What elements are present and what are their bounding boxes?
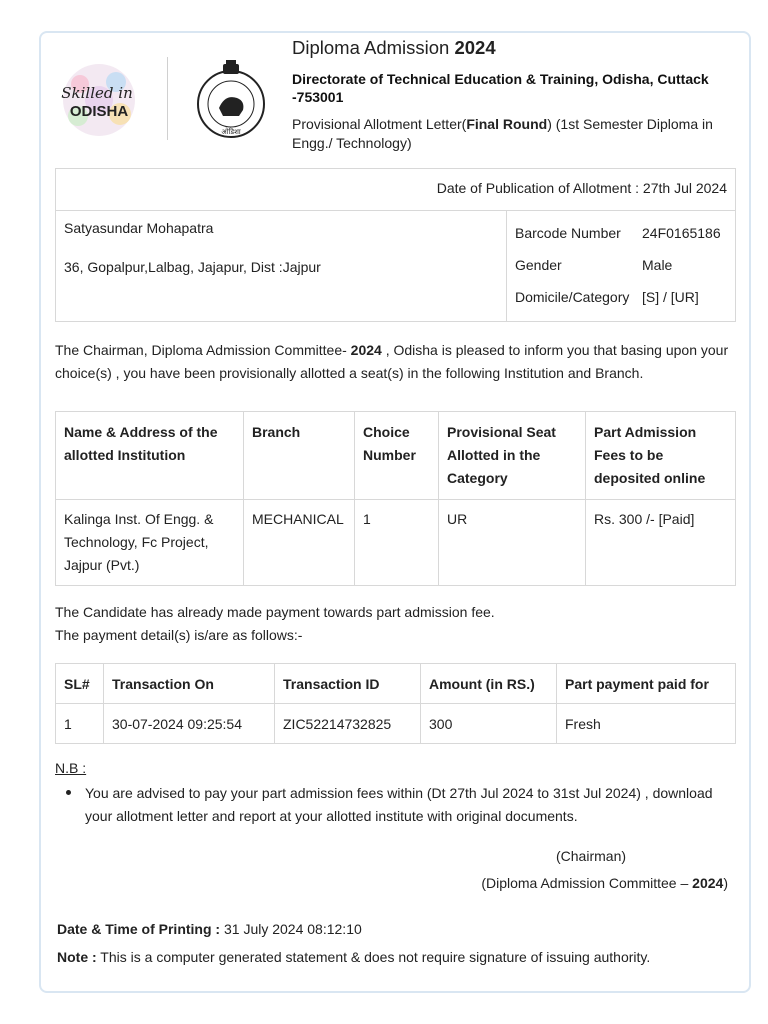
publication-date: Date of Publication of Allotment : 27th Jul 2024: [436, 180, 727, 196]
candidate-name: Satyasundar Mohapatra: [64, 220, 214, 236]
info-column-divider: [506, 210, 507, 321]
column-header: SL#: [56, 664, 104, 704]
payment-table: [55, 663, 736, 744]
fees-cell: Rs. 300 /- [Paid]: [586, 500, 736, 586]
publication-row: [56, 169, 735, 211]
letter-subtitle: Provisional Allotment Letter(Final Round) (1st Semester Diploma in Engg./ Technology): [292, 116, 713, 151]
gender-value: Male: [642, 257, 673, 273]
column-header: Transaction On: [104, 664, 275, 704]
choice-number-cell: 1: [355, 500, 439, 586]
candidate-address: 36, Gopalpur,Lalbag, Jajapur, Dist :Jajpur: [64, 259, 321, 275]
payment-note: [55, 601, 495, 647]
signature-committee: (Diploma Admission Committee – 2024): [481, 875, 728, 891]
footer-note: Note : This is a computer generated statement & does not require signature of issuing authority.: [57, 949, 651, 965]
allotment-table: [55, 411, 736, 586]
category-cell: UR: [439, 500, 586, 586]
table-header-row: [56, 664, 736, 704]
signature-chairman: (Chairman): [556, 848, 627, 864]
branch-cell: MECHANICAL: [244, 500, 355, 586]
barcode-value: 24F0165186: [642, 225, 721, 241]
column-header: Branch: [244, 412, 355, 500]
column-header: Transaction ID: [275, 664, 421, 704]
column-header: Part Admission Fees to be deposited online: [586, 412, 736, 500]
svg-text:Skilled in: Skilled in: [61, 84, 133, 102]
candidate-info-box: [55, 168, 736, 322]
amount-cell: 300: [421, 704, 557, 744]
directorate-name: Directorate of Technical Education & Training, Odisha, Cuttack -753001: [292, 71, 709, 105]
print-datetime: Date & Time of Printing : 31 July 2024 08:12:10: [57, 921, 362, 937]
column-header: Choice Number: [355, 412, 439, 500]
page-title: Diploma Admission 2024: [292, 37, 496, 58]
logo-divider: [167, 57, 168, 140]
payment-note-line: The Candidate has already made payment towards part admission fee.: [55, 604, 495, 620]
gender-label: Gender: [515, 257, 562, 273]
table-row: [56, 500, 736, 586]
column-header: Name & Address of the allotted Institution: [56, 412, 244, 500]
svg-text:ओडिशा: ओडिशा: [221, 128, 241, 136]
domicile-value: [S] / [UR]: [642, 289, 699, 305]
table-row: [56, 704, 736, 744]
barcode-label: Barcode Number: [515, 225, 621, 241]
intro-paragraph: The Chairman, Diploma Admission Committee- 2024 , Odisha is pleased to inform you that basing upon your choice(s) , you have been provisionally allotted a seat(s) in the following Institution and Branch.: [55, 342, 729, 381]
transaction-id-cell: ZIC52214732825: [275, 704, 421, 744]
institution-cell: Kalinga Inst. Of Engg. & Technology, Fc Project, Jajpur (Pvt.): [56, 500, 244, 586]
sl-cell: 1: [56, 704, 104, 744]
payment-note-line: The payment detail(s) is/are as follows:-: [55, 627, 303, 643]
svg-text:ODISHA: ODISHA: [69, 103, 129, 120]
nb-text: You are advised to pay your part admission fees within (Dt 27th Jul 2024 to 31st Jul 2024) , download your allotment letter and report at your allotted institute with original documents.: [85, 785, 713, 824]
domicile-label: Domicile/Category: [515, 289, 630, 305]
odisha-emblem-icon: [195, 58, 267, 140]
bullet-icon: [66, 790, 71, 795]
column-header: Provisional Seat Allotted in the Category: [439, 412, 586, 500]
table-header-row: [56, 412, 736, 500]
transaction-on-cell: 30-07-2024 09:25:54: [104, 704, 275, 744]
column-header: Amount (in RS.): [421, 664, 557, 704]
nb-label: N.B :: [55, 760, 87, 776]
skilled-in-odisha-logo: [60, 62, 138, 138]
paid-for-cell: Fresh: [557, 704, 736, 744]
column-header: Part payment paid for: [557, 664, 736, 704]
